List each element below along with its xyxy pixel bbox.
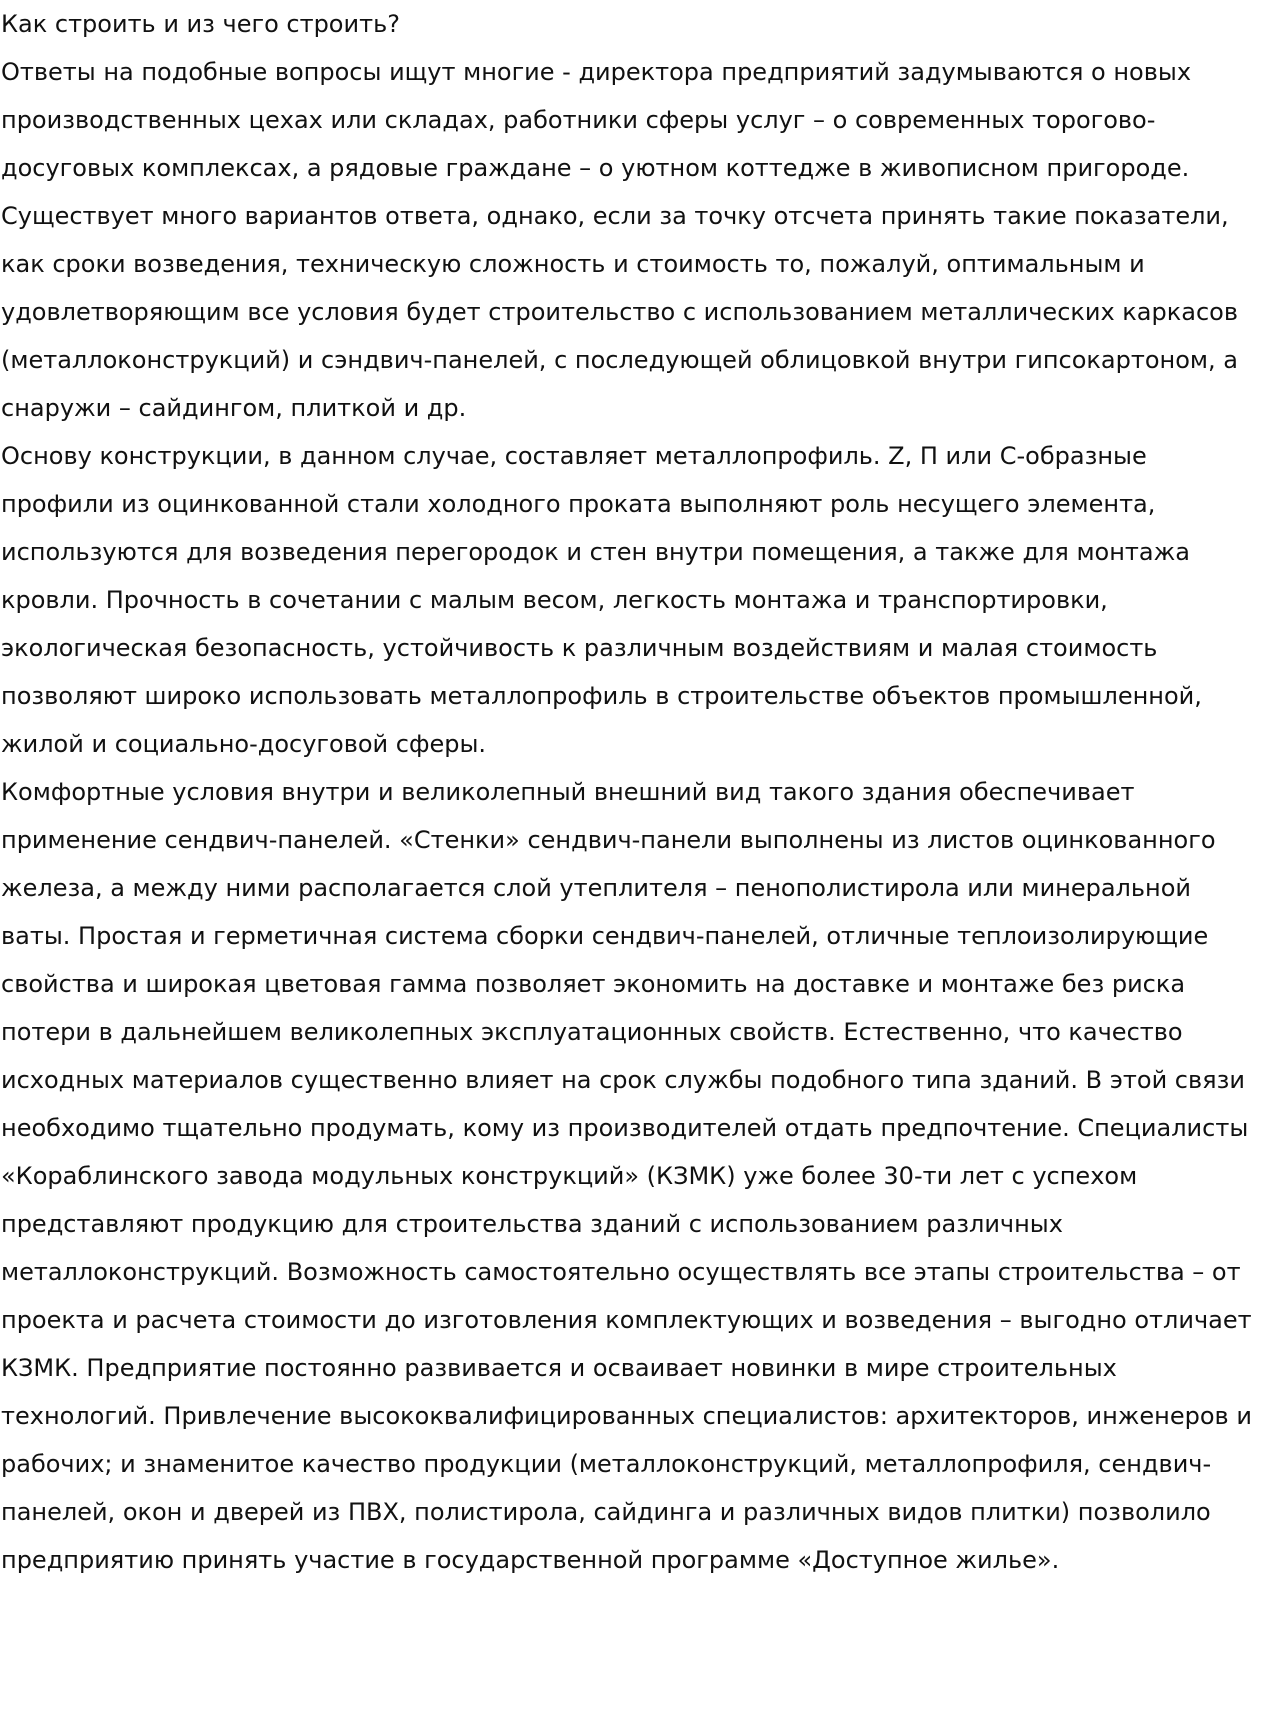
paragraph-options: Существует много вариантов ответа, однако, если за точку отсчета принять такие показатели, как сроки возведения, техническую сложность и стоимость то, пожалуй, оптимальным и удовлетворяющим все условия будет строительство с использованием металлических каркасов (металлоконструкций) и сэндвич-панелей, с последующей облицовкой внутри гипсокартоном, а снаружи – сайдингом, плиткой и др. xyxy=(1,202,1238,422)
paragraph-sandwich-panels: Комфортные условия внутри и великолепный внешний вид такого здания обеспечивает применение сендвич-панелей. «Стенки» сендвич-панели выполнены из листов оцинкованного железа, а между ними располагается слой утеплителя – пенополистирола или минеральной ваты. Простая и герметичная система сборки сендвич-панелей, отличные теплоизолирующие свойства и широкая цветовая гамма позволяет экономить на доставке и монтаже без риска потери в дальнейшем великолепных эксплуатационных свойств. Естественно, что качество исходных материалов существенно влияет на срок службы подобного типа зданий. В этой связи необходимо тщательно продумать, кому из производителей отдать предпочтение. Специалисты «Кораблинского завода модульных конструкций» (КЗМК) уже более 30-ти лет с успехом представляют продукцию для строительства зданий с использованием различных металлоконструкций. Возможность самостоятельно осуществлять все этапы строительства – от проекта и расчета стоимости до изготовления комплектующих и возведения – выгодно отличает КЗМК. Предприятие постоянно развивается и осваивает новинки в мире строительных технологий. Привлечение высококвалифицированных специалистов: архитекторов, инженеров и рабочих; и знаменитое качество продукции (металлоконструкций, металлопрофиля, сендвич-панелей, окон и дверей из ПВХ, полистирола, сайдинга и различных видов плитки) позволило предприятию принять участие в государственной программе «Доступное жилье». xyxy=(1,778,1252,1574)
paragraph-metal-profile: Основу конструкции, в данном случае, составляет металлопрофиль. Z, П или С-образные профили из оцинкованной стали холодного проката выполняют роль несущего элемента, используются для возведения перегородок и стен внутри помещения, а также для монтажа кровли. Прочность в сочетании с малым весом, легкость монтажа и транспортировки, экологическая безопасность, устойчивость к различным воздействиям и малая стоимость позволяют широко использовать металлопрофиль в строительстве объектов промышленной, жилой и социально-досуговой сферы. xyxy=(1,442,1202,758)
document-title: Как строить и из чего строить? xyxy=(1,10,400,38)
document-body xyxy=(1,0,1267,1584)
paragraph-intro: Ответы на подобные вопросы ищут многие - директора предприятий задумываются о новых производственных цехах или складах, работники сферы услуг – о современных торогово-досуговых комплексах, а рядовые граждане – о уютном коттедже в живописном пригороде. xyxy=(1,58,1192,182)
